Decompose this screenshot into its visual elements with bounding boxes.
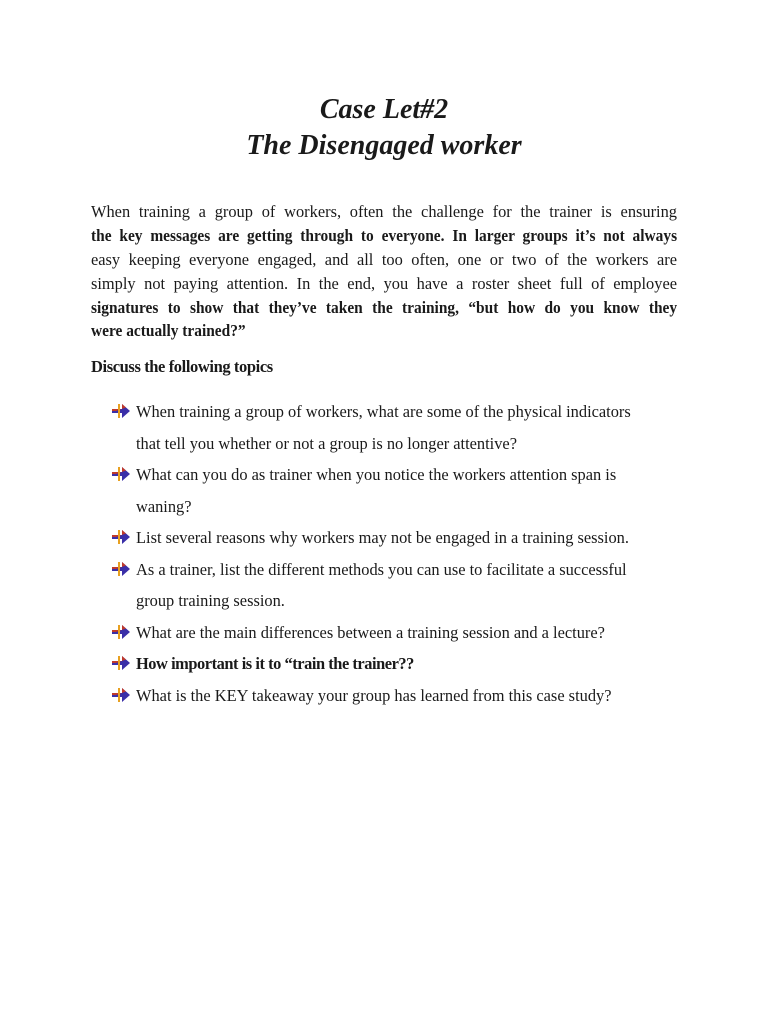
- title-line-1: Case Let#2: [319, 94, 449, 125]
- topic-text: What can you do as trainer when you notice the workers attention span is: [136, 465, 617, 484]
- topic-text: What are the main differences between a training session and a lecture?: [136, 622, 605, 642]
- discussion-heading: Discuss the following topics: [91, 357, 273, 376]
- topic-item: [112, 680, 692, 712]
- topic-text-continued: waning?: [136, 496, 192, 516]
- bullet-arrow-icon: [112, 561, 130, 577]
- bullet-arrow-icon: [112, 403, 130, 419]
- intro-line: easy keeping everyone engaged, and all too often, one or two of the workers are: [91, 249, 677, 269]
- bullet-arrow-icon: [112, 466, 130, 482]
- topic-text-continued: that tell you whether or not a group is no longer attentive?: [136, 433, 517, 453]
- intro-line: the key messages are getting through to everyone. In larger groups it’s not always: [91, 225, 678, 245]
- bullet-arrow-icon: [112, 624, 130, 640]
- bullet-arrow-icon: [112, 655, 130, 671]
- topic-item: [112, 396, 692, 459]
- intro-line: were actually trained?”: [91, 321, 246, 341]
- topic-text-continued: group training session.: [136, 591, 285, 610]
- bullet-arrow-icon: [112, 687, 130, 703]
- intro-line: signatures to show that they’ve taken the training, “but how do you know they: [91, 297, 678, 317]
- title-line-2: The Disengaged worker: [246, 130, 522, 161]
- topic-item: [112, 522, 692, 554]
- topic-item: [112, 617, 692, 649]
- topic-item: [112, 648, 692, 680]
- topic-text: What is the KEY takeaway your group has learned from this case study?: [136, 685, 612, 705]
- topic-text: List several reasons why workers may not be engaged in a training session.: [136, 528, 629, 547]
- topic-text: When training a group of workers, what are some of the physical indicators: [136, 402, 631, 421]
- intro-paragraph: [91, 200, 677, 343]
- topic-text: How important is it to “train the trainer??: [136, 654, 414, 673]
- document-title: [0, 92, 768, 164]
- topic-item: [112, 554, 692, 617]
- intro-line: When training a group of workers, often the challenge for the trainer is ensuring: [91, 202, 677, 221]
- intro-line: simply not paying attention. In the end, you have a roster sheet full of employee: [91, 273, 677, 293]
- topic-text: As a trainer, list the different methods you can use to facilitate a successful: [136, 559, 627, 579]
- topic-list: [112, 396, 692, 711]
- bullet-arrow-icon: [112, 529, 130, 545]
- topic-item: [112, 459, 692, 522]
